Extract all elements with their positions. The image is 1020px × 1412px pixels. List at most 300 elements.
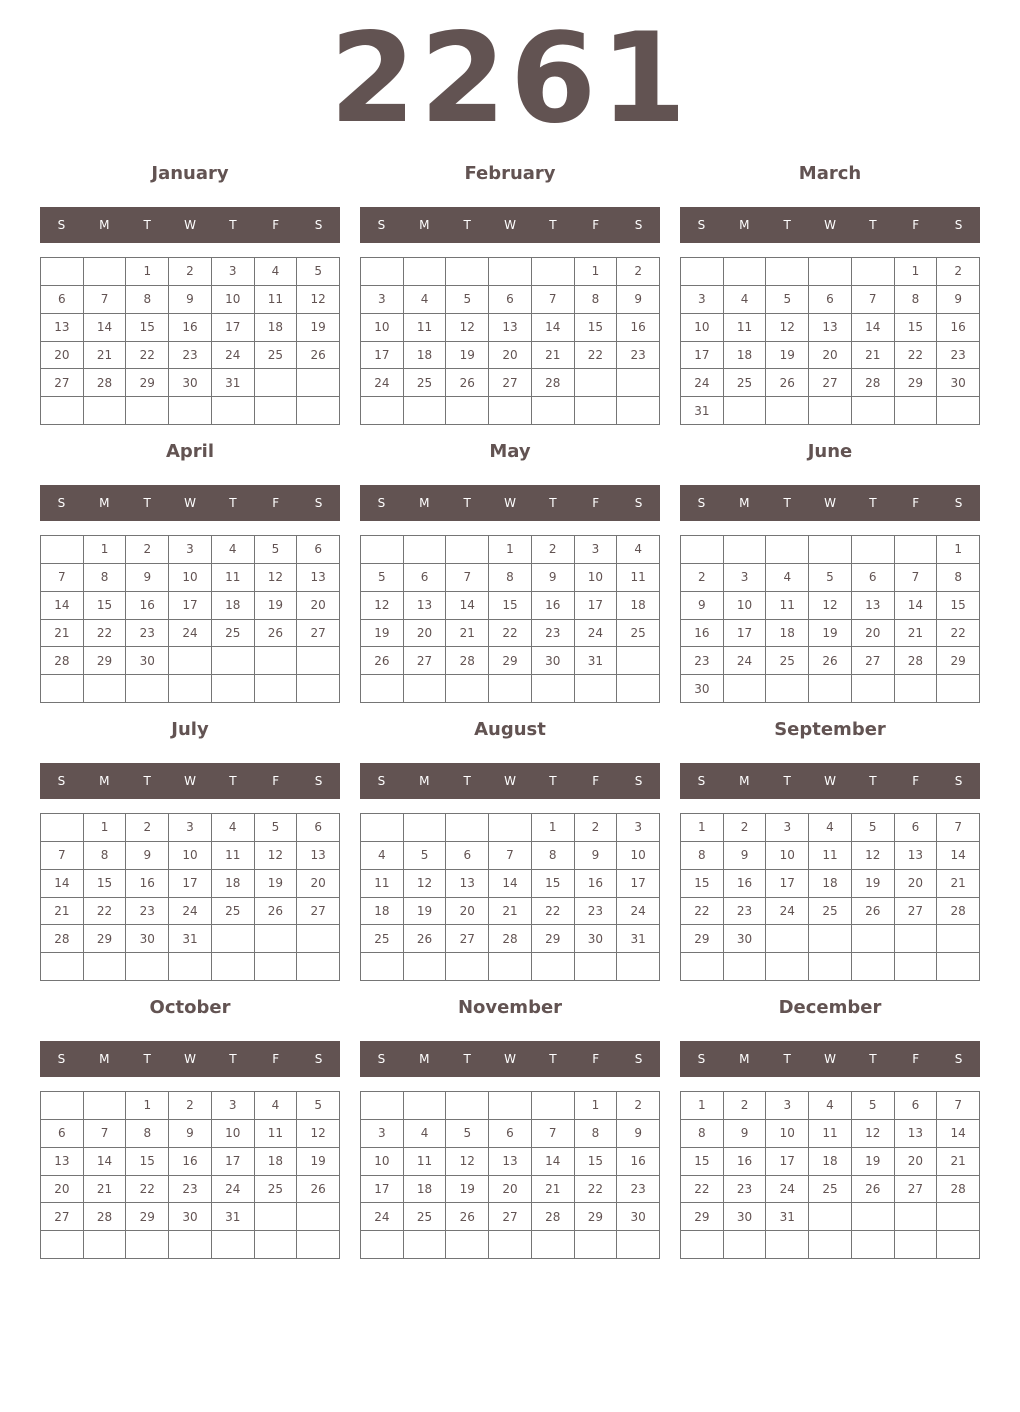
empty-day-cell [809,953,852,981]
weekday-label: T [143,218,151,232]
day-cell: 2 [681,564,724,592]
empty-day-cell [617,369,660,397]
day-cell: 12 [255,564,298,592]
day-cell: 1 [489,536,532,564]
weekday-label: S [377,218,386,232]
weekday-label: T [549,1052,557,1066]
empty-day-cell [212,647,255,675]
empty-day-cell [446,814,489,842]
day-cell: 26 [297,342,340,370]
month-name: September [774,719,886,740]
day-cell: 1 [575,1092,618,1120]
day-cell: 6 [404,564,447,592]
day-cell: 13 [41,314,84,342]
day-cell: 19 [255,870,298,898]
weekday-label: T [143,496,151,510]
day-cell: 7 [852,286,895,314]
day-cell: 26 [361,647,404,675]
day-cell: 14 [532,314,575,342]
empty-day-cell [446,1231,489,1259]
empty-day-cell [212,397,255,425]
day-cell: 27 [297,620,340,648]
day-cell: 28 [446,647,489,675]
weekday-label: T [463,218,471,232]
day-cell: 11 [766,592,809,620]
empty-day-cell [766,925,809,953]
day-cell: 24 [169,620,212,648]
day-cell: 23 [724,1176,767,1204]
day-cell: 18 [212,870,255,898]
day-grid [360,1091,660,1259]
weekday-label: M [739,1052,750,1066]
day-cell: 20 [404,620,447,648]
day-cell: 25 [212,898,255,926]
day-grid [360,535,660,703]
day-cell: 14 [532,1148,575,1176]
day-cell: 19 [852,1148,895,1176]
weekday-label: S [57,496,66,510]
empty-day-cell [169,1231,212,1259]
empty-day-cell [895,536,938,564]
day-cell: 8 [937,564,980,592]
weekday-label: T [783,774,791,788]
empty-day-cell [41,953,84,981]
day-cell: 2 [724,814,767,842]
day-cell: 15 [937,592,980,620]
day-cell: 25 [361,925,404,953]
weekday-label: W [504,218,516,232]
empty-day-cell [895,675,938,703]
month-name: June [807,441,853,462]
day-grid [680,257,980,425]
weekday-label: S [697,1052,706,1066]
day-cell: 10 [617,842,660,870]
empty-day-cell [724,397,767,425]
day-cell: 12 [297,1120,340,1148]
day-cell: 2 [126,814,169,842]
day-cell: 14 [446,592,489,620]
day-cell: 15 [126,1148,169,1176]
empty-day-cell [895,925,938,953]
day-cell: 19 [297,314,340,342]
day-cell: 6 [446,842,489,870]
day-cell: 14 [84,314,127,342]
day-grid [680,813,980,981]
weekday-label: T [229,496,237,510]
empty-day-cell [532,675,575,703]
day-cell: 29 [126,1203,169,1231]
day-cell: 4 [212,814,255,842]
day-cell: 20 [852,620,895,648]
day-cell: 7 [532,1120,575,1148]
empty-day-cell [297,397,340,425]
day-cell: 3 [361,286,404,314]
day-cell: 10 [766,1120,809,1148]
day-cell: 3 [169,814,212,842]
day-cell: 30 [724,925,767,953]
day-cell: 17 [617,870,660,898]
day-cell: 28 [895,647,938,675]
day-cell: 29 [126,369,169,397]
day-cell: 26 [446,369,489,397]
weekday-header [360,207,660,243]
empty-day-cell [255,925,298,953]
day-cell: 18 [212,592,255,620]
day-cell: 7 [84,286,127,314]
empty-day-cell [297,1231,340,1259]
empty-day-cell [937,1231,980,1259]
day-cell: 7 [84,1120,127,1148]
empty-day-cell [617,675,660,703]
weekday-label: S [697,496,706,510]
day-cell: 23 [532,620,575,648]
day-cell: 25 [255,1176,298,1204]
empty-day-cell [404,397,447,425]
empty-day-cell [255,369,298,397]
month-name: December [778,997,882,1018]
day-cell: 25 [404,1203,447,1231]
empty-day-cell [297,647,340,675]
day-cell: 22 [681,1176,724,1204]
day-cell: 17 [681,342,724,370]
day-cell: 1 [532,814,575,842]
day-cell: 10 [361,1148,404,1176]
day-cell: 22 [575,342,618,370]
day-cell: 19 [361,620,404,648]
day-cell: 27 [41,1203,84,1231]
day-cell: 27 [446,925,489,953]
empty-day-cell [297,953,340,981]
empty-day-cell [126,397,169,425]
weekday-label: F [912,496,920,510]
month-name: April [165,441,215,462]
day-cell: 21 [937,1148,980,1176]
day-cell: 20 [489,1176,532,1204]
day-cell: 14 [852,314,895,342]
day-cell: 13 [297,564,340,592]
day-cell: 24 [617,898,660,926]
empty-day-cell [361,953,404,981]
day-cell: 26 [766,369,809,397]
empty-day-cell [41,397,84,425]
day-cell: 28 [532,1203,575,1231]
empty-day-cell [404,814,447,842]
day-cell: 4 [809,1092,852,1120]
day-cell: 27 [852,647,895,675]
weekday-header [680,763,980,799]
empty-day-cell [617,953,660,981]
day-grid [40,1091,340,1259]
day-cell: 27 [809,369,852,397]
day-cell: 21 [446,620,489,648]
empty-day-cell [489,1092,532,1120]
day-cell: 14 [41,592,84,620]
weekday-label: T [869,1052,877,1066]
weekday-label: M [419,218,430,232]
weekday-label: W [184,1052,196,1066]
weekday-label: T [783,496,791,510]
day-cell: 6 [895,1092,938,1120]
weekday-label: S [377,496,386,510]
day-cell: 3 [724,564,767,592]
day-cell: 11 [404,1148,447,1176]
weekday-label: T [869,496,877,510]
day-cell: 19 [255,592,298,620]
day-cell: 12 [766,314,809,342]
day-cell: 18 [617,592,660,620]
day-cell: 15 [895,314,938,342]
day-grid [360,813,660,981]
day-cell: 3 [169,536,212,564]
day-cell: 4 [361,842,404,870]
day-cell: 16 [724,1148,767,1176]
weekday-label: F [272,218,280,232]
empty-day-cell [532,1092,575,1120]
day-cell: 4 [404,286,447,314]
day-cell: 28 [84,1203,127,1231]
day-cell: 9 [724,1120,767,1148]
weekday-label: M [739,218,750,232]
day-cell: 2 [126,536,169,564]
day-grid [360,257,660,425]
empty-day-cell [169,953,212,981]
day-cell: 9 [126,842,169,870]
day-cell: 15 [489,592,532,620]
day-cell: 7 [41,842,84,870]
day-cell: 3 [361,1120,404,1148]
day-cell: 3 [617,814,660,842]
empty-day-cell [84,258,127,286]
day-cell: 2 [532,536,575,564]
empty-day-cell [255,953,298,981]
day-cell: 21 [852,342,895,370]
day-cell: 18 [404,342,447,370]
day-cell: 10 [212,1120,255,1148]
empty-day-cell [852,675,895,703]
day-cell: 28 [41,647,84,675]
empty-day-cell [255,1231,298,1259]
day-cell: 31 [617,925,660,953]
day-cell: 24 [766,898,809,926]
day-cell: 11 [255,286,298,314]
day-cell: 1 [895,258,938,286]
empty-day-cell [446,953,489,981]
day-cell: 7 [532,286,575,314]
day-cell: 26 [852,898,895,926]
day-cell: 6 [41,286,84,314]
day-cell: 18 [255,1148,298,1176]
day-cell: 5 [852,1092,895,1120]
day-cell: 27 [895,1176,938,1204]
empty-day-cell [724,1231,767,1259]
empty-day-cell [212,925,255,953]
weekday-label: S [314,774,323,788]
empty-day-cell [404,258,447,286]
empty-day-cell [617,397,660,425]
weekday-label: T [463,774,471,788]
weekday-label: F [912,1052,920,1066]
day-cell: 25 [617,620,660,648]
day-cell: 25 [809,1176,852,1204]
day-cell: 22 [895,342,938,370]
weekday-label: T [463,496,471,510]
empty-day-cell [169,647,212,675]
day-cell: 5 [446,1120,489,1148]
day-cell: 10 [724,592,767,620]
day-cell: 1 [126,1092,169,1120]
month-name: March [798,163,862,184]
empty-day-cell [255,397,298,425]
day-cell: 28 [937,898,980,926]
day-cell: 6 [852,564,895,592]
weekday-header [680,485,980,521]
day-cell: 19 [404,898,447,926]
day-cell: 10 [169,842,212,870]
day-cell: 12 [446,1148,489,1176]
empty-day-cell [895,1231,938,1259]
empty-day-cell [766,258,809,286]
day-cell: 1 [575,258,618,286]
month-name: May [489,441,531,462]
day-cell: 2 [617,1092,660,1120]
day-cell: 16 [532,592,575,620]
empty-day-cell [446,675,489,703]
day-cell: 30 [169,1203,212,1231]
empty-day-cell [361,536,404,564]
empty-day-cell [361,1092,404,1120]
empty-day-cell [212,1231,255,1259]
day-cell: 12 [255,842,298,870]
weekday-label: F [592,774,600,788]
day-cell: 14 [489,870,532,898]
day-cell: 1 [126,258,169,286]
day-cell: 28 [852,369,895,397]
empty-day-cell [489,953,532,981]
day-cell: 18 [809,870,852,898]
day-cell: 29 [532,925,575,953]
day-cell: 4 [404,1120,447,1148]
weekday-label: T [869,218,877,232]
day-cell: 2 [724,1092,767,1120]
day-cell: 30 [532,647,575,675]
day-cell: 26 [404,925,447,953]
empty-day-cell [126,675,169,703]
weekday-label: F [592,496,600,510]
weekday-label: T [143,1052,151,1066]
day-cell: 13 [895,1120,938,1148]
day-cell: 24 [212,342,255,370]
day-cell: 20 [489,342,532,370]
empty-day-cell [852,1231,895,1259]
day-cell: 4 [766,564,809,592]
day-cell: 21 [532,342,575,370]
day-cell: 17 [212,314,255,342]
day-cell: 11 [724,314,767,342]
weekday-label: T [229,774,237,788]
day-cell: 25 [766,647,809,675]
month-name: July [171,719,209,740]
weekday-label: T [229,218,237,232]
day-cell: 18 [724,342,767,370]
day-cell: 11 [361,870,404,898]
weekday-label: M [99,218,110,232]
day-cell: 3 [212,258,255,286]
day-cell: 10 [212,286,255,314]
day-cell: 31 [575,647,618,675]
day-cell: 12 [361,592,404,620]
day-cell: 15 [84,592,127,620]
day-cell: 10 [575,564,618,592]
weekday-label: S [954,774,963,788]
day-cell: 13 [489,1148,532,1176]
empty-day-cell [84,675,127,703]
day-cell: 13 [809,314,852,342]
day-cell: 29 [895,369,938,397]
day-cell: 4 [255,1092,298,1120]
empty-day-cell [766,953,809,981]
weekday-label: S [377,1052,386,1066]
empty-day-cell [852,953,895,981]
day-cell: 12 [446,314,489,342]
day-cell: 13 [404,592,447,620]
day-cell: 2 [937,258,980,286]
weekday-label: W [824,1052,836,1066]
day-cell: 21 [895,620,938,648]
day-cell: 17 [575,592,618,620]
empty-day-cell [681,953,724,981]
weekday-label: S [57,774,66,788]
day-cell: 17 [169,592,212,620]
day-cell: 25 [212,620,255,648]
weekday-label: W [824,496,836,510]
day-cell: 11 [809,842,852,870]
day-cell: 2 [617,258,660,286]
day-cell: 24 [724,647,767,675]
empty-day-cell [84,1231,127,1259]
empty-day-cell [766,1231,809,1259]
day-cell: 12 [809,592,852,620]
day-cell: 7 [489,842,532,870]
empty-day-cell [404,1231,447,1259]
day-cell: 17 [212,1148,255,1176]
day-grid [40,535,340,703]
day-cell: 26 [809,647,852,675]
empty-day-cell [361,814,404,842]
empty-day-cell [575,675,618,703]
empty-day-cell [489,397,532,425]
weekday-label: S [697,774,706,788]
day-cell: 19 [297,1148,340,1176]
day-cell: 22 [937,620,980,648]
day-cell: 21 [489,898,532,926]
empty-day-cell [361,1231,404,1259]
day-cell: 21 [41,620,84,648]
day-cell: 6 [41,1120,84,1148]
day-cell: 5 [809,564,852,592]
day-cell: 3 [766,814,809,842]
day-cell: 15 [575,1148,618,1176]
weekday-label: W [504,774,516,788]
day-cell: 9 [724,842,767,870]
day-cell: 13 [446,870,489,898]
day-cell: 29 [681,925,724,953]
day-cell: 21 [532,1176,575,1204]
day-cell: 20 [41,1176,84,1204]
day-cell: 7 [446,564,489,592]
day-cell: 17 [361,1176,404,1204]
day-cell: 21 [84,1176,127,1204]
day-cell: 5 [255,536,298,564]
